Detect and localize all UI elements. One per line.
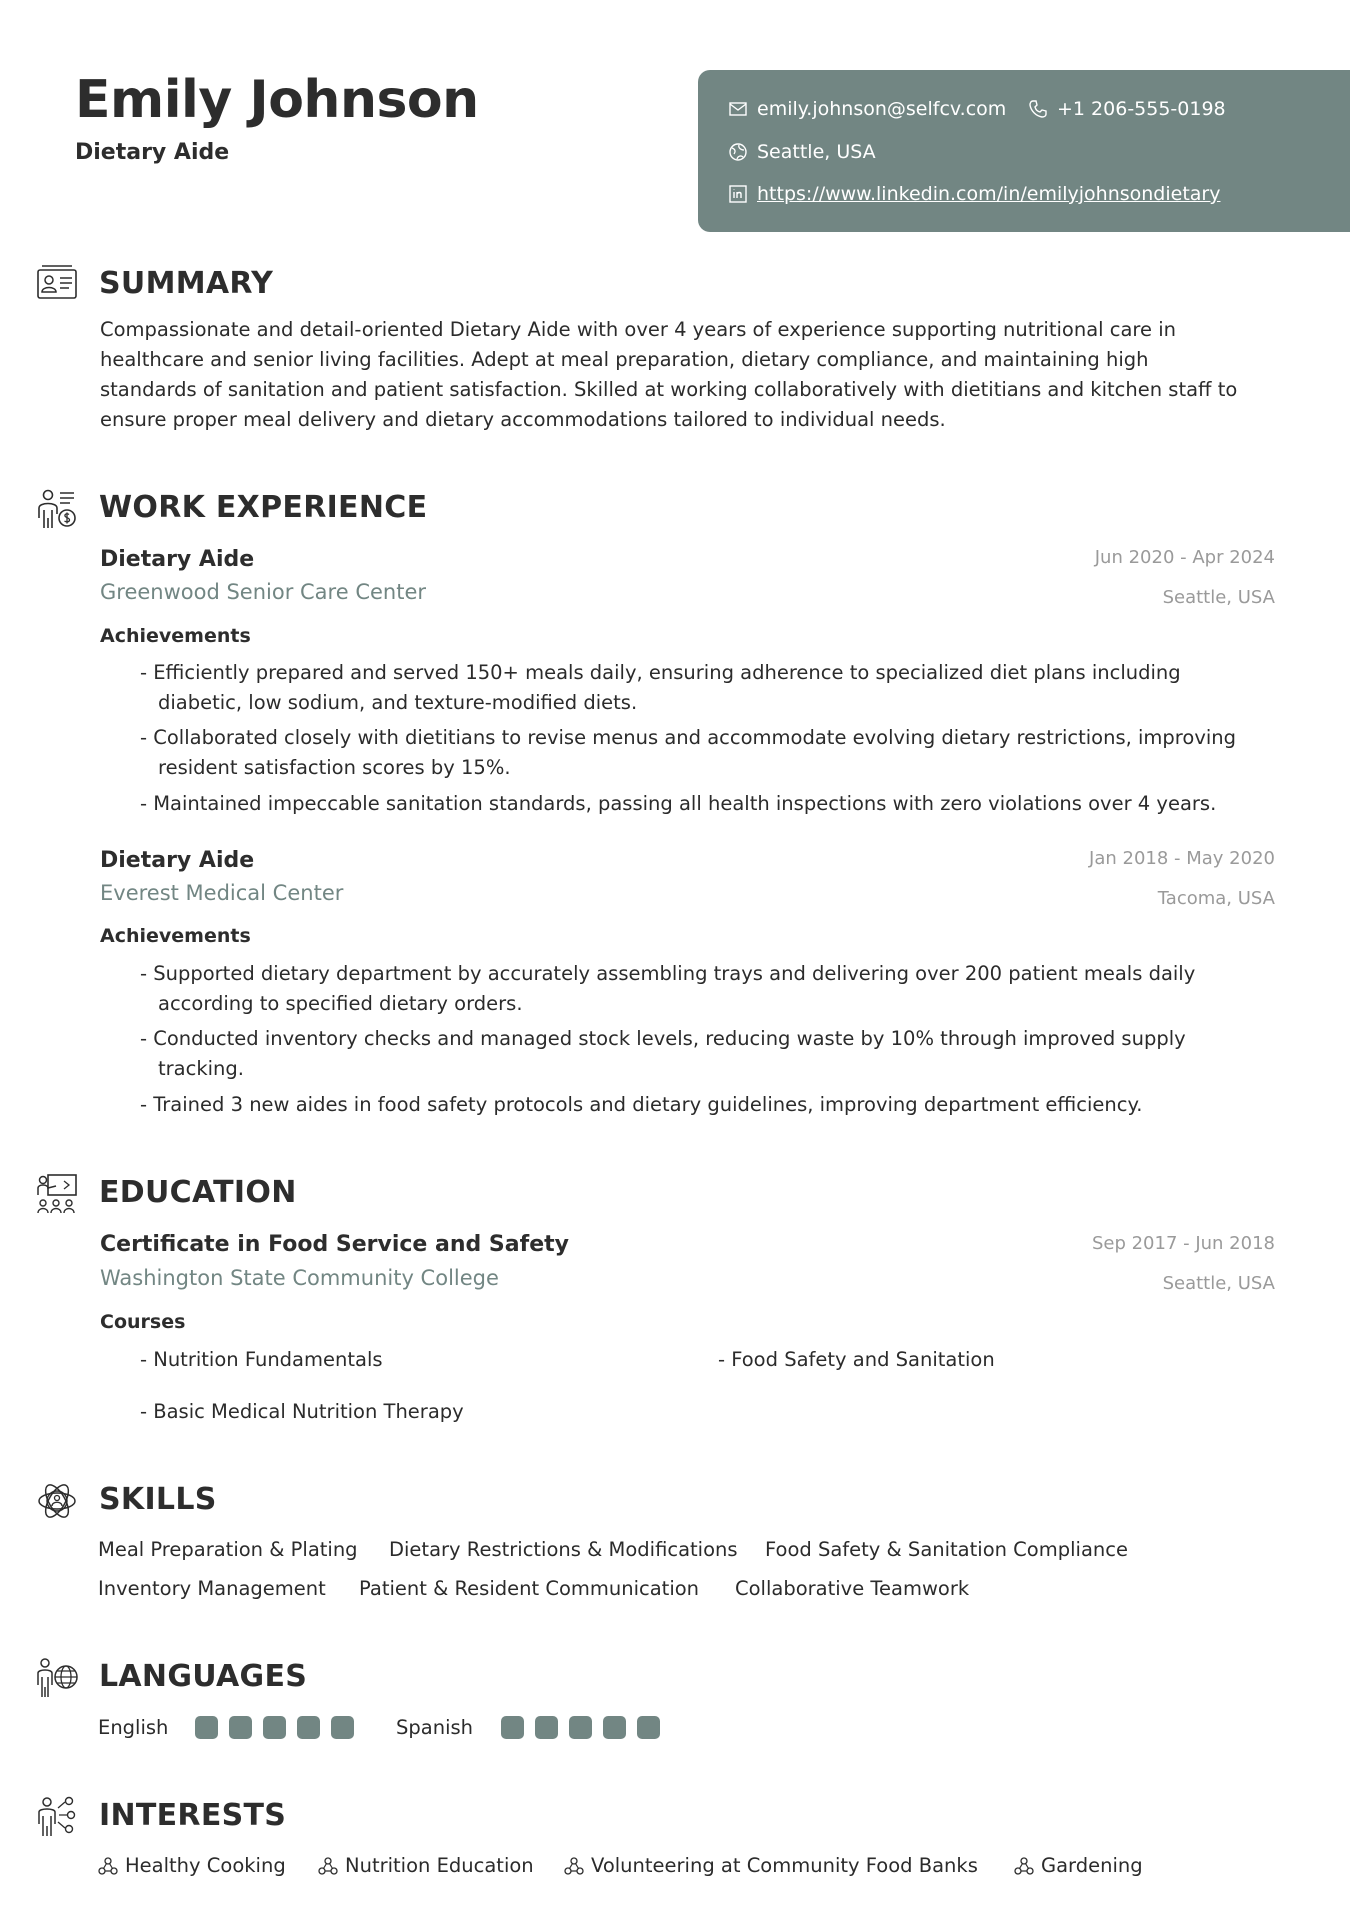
course-item: - Nutrition Fundamentals	[140, 1348, 383, 1371]
job-company: Everest Medical Center	[100, 881, 344, 905]
bullet-line: - Efficiently prepared and served 150+ meals daily, ensuring adherence to specialized diet plans including	[140, 661, 1181, 684]
achievement-item	[140, 658, 1270, 718]
bullet-line: - Maintained impeccable sanitation standards, passing all health inspections with zero violations over 4 years.	[140, 792, 1217, 815]
linkedin-contact[interactable]	[728, 183, 1221, 205]
atom-icon	[36, 1480, 78, 1522]
bullet-line: according to specified dietary orders.	[158, 992, 523, 1015]
bullet-line: - Trained 3 new aides in food safety protocols and dietary guidelines, improving department efficiency.	[140, 1093, 1143, 1116]
molecule-icon	[1014, 1857, 1034, 1875]
contact-panel	[698, 70, 1350, 232]
phone-contact[interactable]	[1028, 98, 1226, 120]
bullet-line: - Conducted inventory checks and managed stock levels, reducing waste by 10% through improved supply	[140, 1027, 1186, 1050]
email-text: emily.johnson@selfcv.com	[757, 98, 1007, 120]
level-dot	[263, 1716, 286, 1739]
level-dot	[501, 1716, 524, 1739]
language-name: Spanish	[396, 1716, 474, 1739]
skill-item: Meal Preparation & Plating	[98, 1538, 358, 1561]
globe-icon	[728, 142, 748, 162]
interest-item	[564, 1854, 978, 1877]
education-location: Seattle, USA	[1162, 1273, 1275, 1294]
interest-label: Gardening	[1041, 1854, 1143, 1877]
summary-line: standards of sanitation and patient satisfaction. Skilled at working collaboratively with dietitians and kitchen staff to	[100, 378, 1238, 401]
job-title: Dietary Aide	[100, 848, 255, 873]
languages-heading: LANGUAGES	[99, 1659, 308, 1694]
achievements-label: Achievements	[100, 625, 251, 647]
envelope-icon	[728, 99, 748, 119]
course-item: - Food Safety and Sanitation	[718, 1348, 995, 1371]
level-dot	[569, 1716, 592, 1739]
summary-line: Compassionate and detail-oriented Dietary Aide with over 4 years of experience supporting nutritional care in	[100, 318, 1176, 341]
molecule-icon	[564, 1857, 584, 1875]
teacher-board-icon	[36, 1173, 78, 1215]
skills-heading: SKILLS	[99, 1482, 217, 1517]
interest-item	[98, 1854, 286, 1877]
interest-item	[318, 1854, 534, 1877]
email-contact[interactable]	[728, 98, 1006, 120]
summary-heading: SUMMARY	[99, 266, 274, 301]
job-dates: Jan 2018 - May 2020	[1089, 848, 1275, 869]
education-dates: Sep 2017 - Jun 2018	[1091, 1233, 1275, 1254]
job-location: Tacoma, USA	[1157, 888, 1275, 909]
id-card-icon	[36, 262, 78, 304]
language-level-spanish	[501, 1716, 660, 1739]
summary-text	[100, 315, 1270, 435]
person-globe-icon	[36, 1657, 78, 1699]
experience-heading: WORK EXPERIENCE	[99, 490, 428, 525]
interest-label: Healthy Cooking	[125, 1854, 286, 1877]
location-contact	[728, 141, 876, 163]
bullet-line: - Collaborated closely with dietitians to revise menus and accommodate evolving dietary restrictions, improving	[140, 726, 1237, 749]
skill-item: Collaborative Teamwork	[735, 1577, 970, 1600]
education-heading: EDUCATION	[99, 1175, 297, 1210]
summary-line: healthcare and senior living facilities. Adept at meal preparation, dietary compliance, and maintaining high	[100, 348, 1149, 371]
achievement-item	[140, 789, 1270, 819]
achievement-item	[140, 1024, 1270, 1084]
interest-label: Nutrition Education	[345, 1854, 534, 1877]
courses-label: Courses	[100, 1311, 186, 1333]
job-company: Greenwood Senior Care Center	[100, 580, 427, 604]
job-dates: Jun 2020 - Apr 2024	[1094, 547, 1275, 568]
level-dot	[603, 1716, 626, 1739]
worker-money-icon	[36, 488, 78, 530]
bullet-line: resident satisfaction scores by 15%.	[158, 756, 511, 779]
language-name: English	[98, 1716, 169, 1739]
molecule-icon	[98, 1857, 118, 1875]
candidate-name: Emily Johnson	[75, 70, 479, 130]
skill-item: Dietary Restrictions & Modifications	[389, 1538, 738, 1561]
level-dot	[229, 1716, 252, 1739]
achievements-label: Achievements	[100, 925, 251, 947]
location-text: Seattle, USA	[757, 141, 876, 163]
linkedin-link[interactable]: https://www.linkedin.com/in/emilyjohnsondietary	[757, 183, 1221, 205]
course-item: - Basic Medical Nutrition Therapy	[140, 1400, 464, 1423]
job-title: Dietary Aide	[100, 547, 255, 572]
summary-line: ensure proper meal delivery and dietary accommodations tailored to individual needs.	[100, 408, 946, 431]
achievement-item	[140, 959, 1270, 1019]
level-dot	[535, 1716, 558, 1739]
skill-item: Inventory Management	[98, 1577, 326, 1600]
level-dot	[331, 1716, 354, 1739]
degree-title: Certificate in Food Service and Safety	[100, 1232, 569, 1257]
linkedin-icon	[728, 184, 748, 204]
phone-text: +1 206-555-0198	[1057, 98, 1226, 120]
achievement-item	[140, 1090, 1270, 1120]
school-name: Washington State Community College	[100, 1266, 499, 1290]
interest-item	[1014, 1854, 1143, 1877]
interests-heading: INTERESTS	[99, 1798, 287, 1833]
bullet-line: - Supported dietary department by accurately assembling trays and delivering over 200 patient meals daily	[140, 962, 1196, 985]
skill-item: Patient & Resident Communication	[359, 1577, 700, 1600]
skill-item: Food Safety & Sanitation Compliance	[765, 1538, 1128, 1561]
level-dot	[297, 1716, 320, 1739]
candidate-role: Dietary Aide	[75, 140, 230, 165]
interest-label: Volunteering at Community Food Banks	[591, 1854, 978, 1877]
person-ideas-icon	[36, 1796, 78, 1838]
bullet-line: diabetic, low sodium, and texture-modified diets.	[158, 691, 638, 714]
phone-icon	[1028, 99, 1048, 119]
job-location: Seattle, USA	[1162, 587, 1275, 608]
bullet-line: tracking.	[158, 1057, 244, 1080]
level-dot	[195, 1716, 218, 1739]
molecule-icon	[318, 1857, 338, 1875]
level-dot	[637, 1716, 660, 1739]
achievement-item	[140, 723, 1270, 783]
language-level-english	[195, 1716, 354, 1739]
